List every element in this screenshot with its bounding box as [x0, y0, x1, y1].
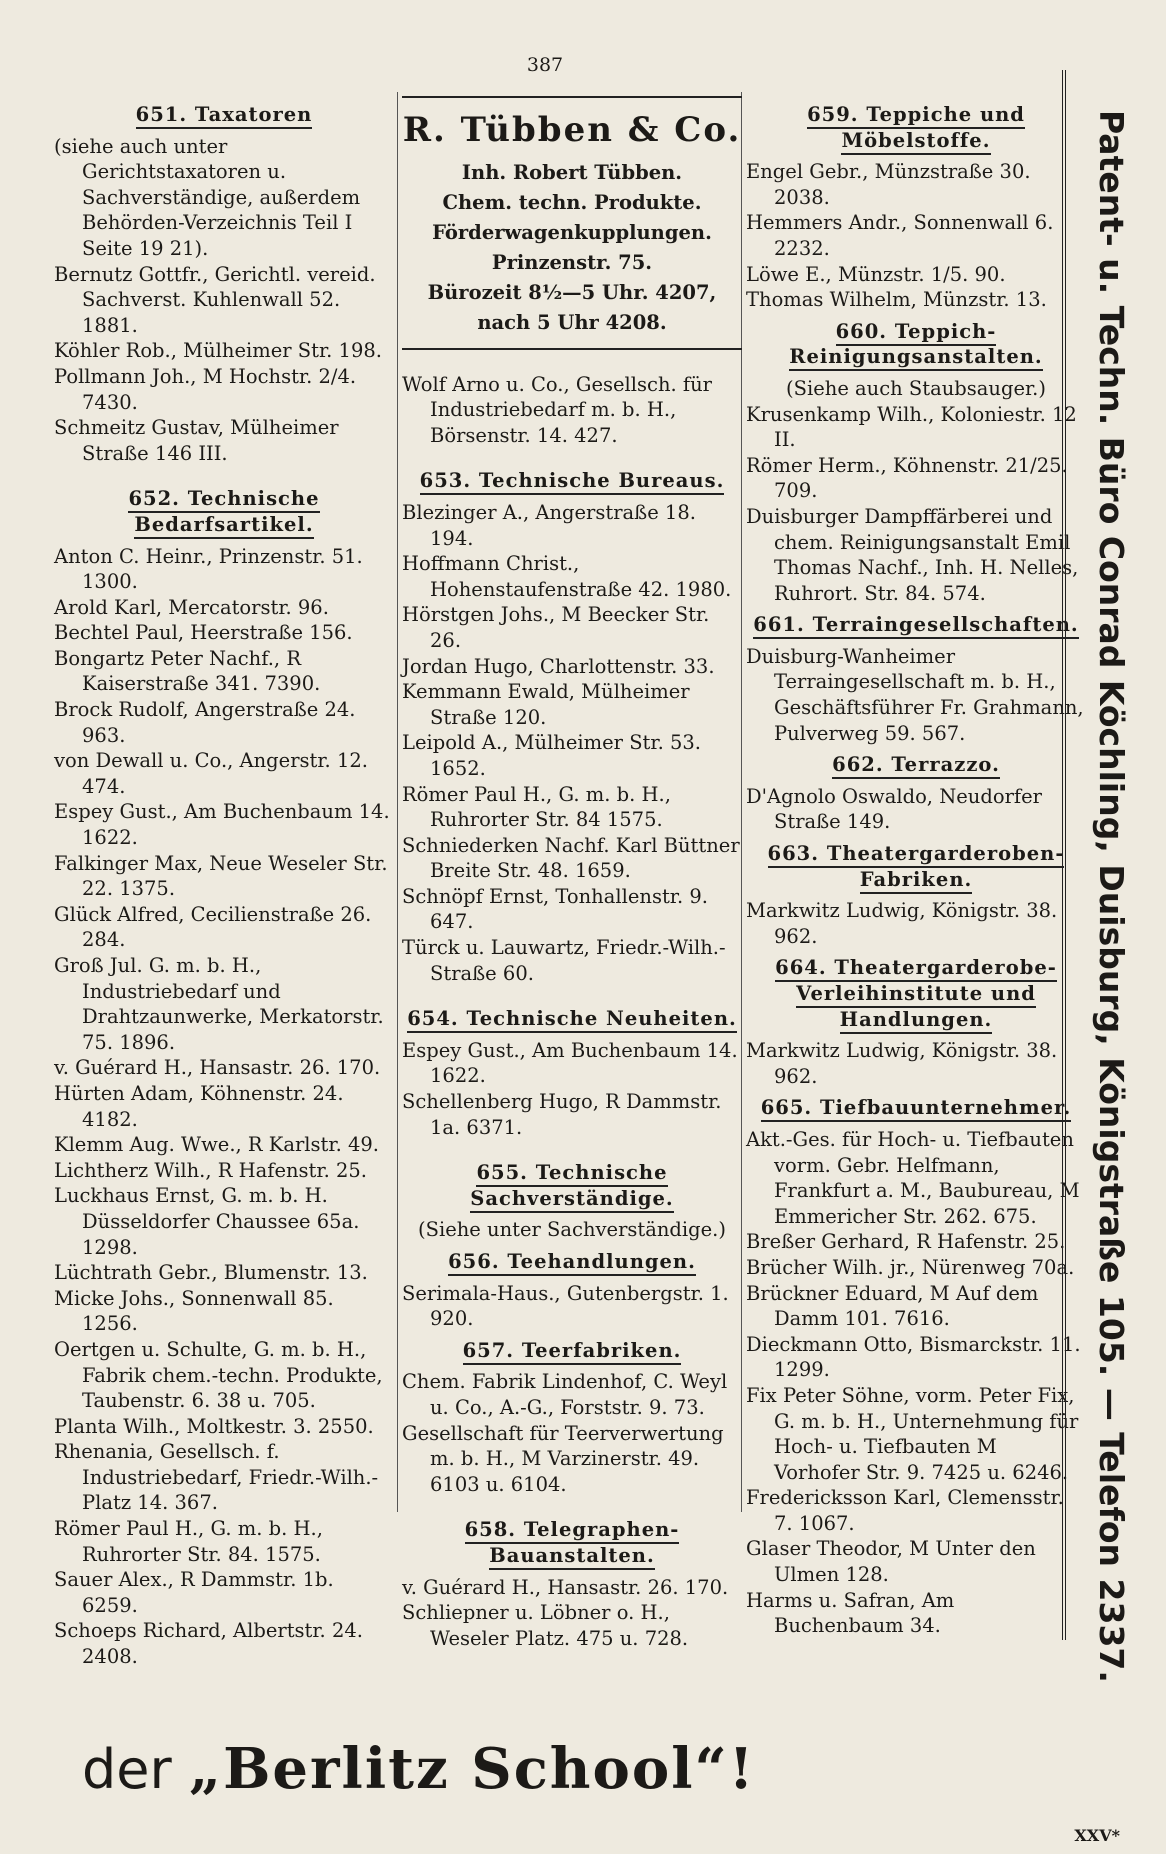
banner-name: Berlitz School: [223, 1736, 695, 1802]
list-item: Klemm Aug. Wwe., R Karlstr. 49.: [54, 1133, 379, 1157]
section-note: (Siehe unter Sachverständige.): [418, 1218, 726, 1242]
list-item: Arold Karl, Mercatorstr. 96.: [54, 595, 329, 619]
list-item: Engel Gebr., Münzstraße 30. 2038.: [746, 160, 1031, 209]
list-item: Schniederken Nachf. Karl Büttner Breite Str. 48. 1659.: [402, 833, 740, 883]
list-item: Brücher Wilh. jr., Nürenweg 70a.: [746, 1255, 1075, 1279]
list-item: Bongartz Peter Nachf., R Kaiserstraße 341. 7390.: [54, 646, 321, 696]
column-separator: [397, 92, 398, 1512]
list-item: Sauer Alex., R Dammstr. 1b. 6259.: [54, 1568, 334, 1617]
list-item: Löwe E., Münzstr. 1/5. 90.: [746, 262, 1006, 286]
entry-list-651: [54, 262, 394, 467]
entry-list-663: [746, 898, 1086, 949]
list-item: Schellenberg Hugo, R Dammstr. 1a. 6371.: [402, 1090, 722, 1139]
advertisement-tuebben: [402, 96, 742, 350]
column-3: [746, 96, 1086, 1639]
list-item: Römer Paul H., G. m. b. H., Ruhrorter Str. 84 1575.: [402, 782, 671, 832]
list-item: Hörstgen Johs., M Beecker Str. 26.: [402, 603, 710, 652]
entry-list-659: [746, 159, 1086, 313]
entry-list-656: [402, 1281, 742, 1332]
list-item: Glück Alfred, Cecilienstraße 26. 284.: [54, 902, 372, 952]
ad-line: nach 5 Uhr 4208.: [477, 310, 667, 334]
list-item: Markwitz Ludwig, Königstr. 38. 962.: [746, 1039, 1058, 1088]
section-note: (siehe auch unter Gerichtstaxatoren u. Sachverständige, außerdem Behörden-Verzeichnis Teil I Seite 19 21).: [54, 134, 361, 260]
entry-list-pre653: [402, 372, 742, 449]
entry-list-660: [746, 402, 1086, 607]
banner-prefix: der: [82, 1738, 172, 1801]
list-item: Thomas Wilhelm, Münzstr. 13.: [746, 288, 1047, 312]
list-item: Jordan Hugo, Charlottenstr. 33.: [402, 654, 715, 678]
list-item: Fix Peter Söhne, vorm. Peter Fix, G. m. b. H., Unternehmung für Hoch- u. Tiefbauten M Vorhofer Str. 9. 7425 u. 6246.: [746, 1383, 1079, 1484]
list-item: Espey Gust., Am Buchenbaum 14. 1622.: [402, 1038, 738, 1088]
column-2: [402, 96, 742, 1651]
list-item: Rhenania, Gesellsch. f. Industriebedarf, Friedr.-Wilh.-Platz 14. 367.: [54, 1440, 379, 1515]
list-item: Espey Gust., Am Buchenbaum 14. 1622.: [54, 800, 390, 850]
ad-line: Bürozeit 8½—5 Uhr. 4207,: [427, 280, 717, 304]
section-heading-665: 665. Tiefbauunternehmer.: [746, 1095, 1086, 1121]
entry-list-658: [402, 1575, 742, 1652]
list-item: Hemmers Andr., Sonnenwall 6. 2232.: [746, 211, 1054, 260]
list-item: Planta Wilh., Moltkestr. 3. 2550.: [54, 1414, 374, 1438]
list-item: Brock Rudolf, Angerstraße 24. 963.: [54, 698, 356, 747]
section-heading-656: 656. Teehandlungen.: [402, 1249, 742, 1275]
list-item: v. Guérard H., Hansastr. 26. 170.: [54, 1056, 381, 1080]
list-item: Falkinger Max, Neue Weseler Str. 22. 1375.: [54, 851, 388, 901]
list-item: Römer Herm., Köhnenstr. 21/25. 709.: [746, 453, 1068, 503]
side-ad-text: Patent- u. Techn. Büro Conrad Köchling, Duisburg, Königstraße 105. — Telefon 2337.: [1092, 110, 1131, 1683]
list-item: Glaser Theodor, M Unter den Ulmen 128.: [746, 1537, 1036, 1587]
list-item: Markwitz Ludwig, Königstr. 38. 962.: [746, 899, 1058, 948]
list-item: D'Agnolo Oswaldo, Neudorfer Straße 149.: [746, 784, 1042, 834]
section-heading-655: 655. Technische Sachverständige.: [402, 1160, 742, 1211]
entry-list-654: [402, 1038, 742, 1140]
list-item: Akt.-Ges. für Hoch- u. Tiefbauten vorm. Gebr. Helfmann, Frankfurt a. M., Baubureau, M Emmericher Str. 262. 675.: [746, 1127, 1080, 1228]
entry-list-657: [402, 1369, 742, 1497]
banner-quote-close: “!: [694, 1736, 756, 1802]
entry-list-662: [746, 784, 1086, 835]
list-item: Groß Jul. G. m. b. H., Industriebedarf und Drahtzaunwerke, Merkatorstr. 75. 1896.: [54, 954, 384, 1054]
column-1: [54, 96, 394, 1670]
list-item: Hürten Adam, Köhnenstr. 24. 4182.: [54, 1081, 344, 1131]
list-item: Chem. Fabrik Lindenhof, C. Weyl u. Co., A.-G., Forststr. 9. 73.: [402, 1370, 728, 1419]
list-item: Lichtherz Wilh., R Hafenstr. 25.: [54, 1158, 367, 1182]
list-item: Dieckmann Otto, Bismarckstr. 11. 1299.: [746, 1332, 1081, 1382]
section-heading-658: 658. Telegraphen-Bauanstalten.: [402, 1517, 742, 1568]
section-heading-651: 651. Taxatoren: [54, 102, 394, 128]
list-item: v. Guérard H., Hansastr. 26. 170.: [402, 1575, 729, 1599]
section-note: (Siehe auch Staubsauger.): [786, 376, 1046, 400]
list-item: Römer Paul H., G. m. b. H., Ruhrorter Str. 84. 1575.: [54, 1517, 323, 1566]
page-number: 387: [526, 54, 564, 76]
list-item: Serimala-Haus., Gutenbergstr. 1. 920.: [402, 1281, 729, 1331]
banner-quote-open: „: [188, 1736, 224, 1802]
list-item: Oertgen u. Schulte, G. m. b. H., Fabrik chem.-techn. Produkte, Taubenstr. 6. 38 u. 705.: [54, 1337, 383, 1413]
section-heading-659: 659. Teppiche und Möbelstoffe.: [746, 102, 1086, 153]
list-item: Gesellschaft für Teerverwertung m. b. H., M Varzinerstr. 49. 6103 u. 6104.: [402, 1421, 724, 1496]
list-item: Micke Johs., Sonnenwall 85. 1256.: [54, 1286, 334, 1336]
list-item: Pollmann Joh., M Hochstr. 2/4. 7430.: [54, 364, 357, 414]
list-item: Bechtel Paul, Heerstraße 156.: [54, 621, 353, 645]
side-advertisement: [1062, 70, 1144, 1683]
entry-list-652: [54, 544, 394, 1670]
list-item: Schnöpf Ernst, Tonhallenstr. 9. 647.: [402, 884, 708, 934]
bottom-advertisement: [82, 1736, 755, 1802]
list-item: Türck u. Lauwartz, Friedr.-Wilh.-Straße 60.: [402, 936, 726, 985]
list-item: Brückner Eduard, M Auf dem Damm 101. 7616.: [746, 1281, 1039, 1331]
ad-line: Prinzenstr. 75.: [491, 250, 653, 274]
list-item: von Dewall u. Co., Angerstr. 12. 474.: [54, 749, 368, 798]
list-item: Blezinger A., Angerstraße 18. 194.: [402, 500, 696, 550]
list-item: Bernutz Gottfr., Gerichtl. vereid. Sachverst. Kuhlenwall 52. 1881.: [54, 262, 376, 337]
section-heading-662: 662. Terrazzo.: [746, 752, 1086, 778]
list-item: Wolf Arno u. Co., Gesellsch. für Industriebedarf m. b. H., Börsenstr. 14. 427.: [402, 372, 713, 447]
list-item: Duisburger Dampffärberei und chem. Reinigungsanstalt Emil Thomas Nachf., Inh. H. Nelles, Ruhrort. Str. 84. 574.: [746, 504, 1079, 605]
section-heading-660: 660. Teppich-Reinigungsanstalten.: [746, 319, 1086, 370]
section-heading-654: 654. Technische Neuheiten.: [402, 1006, 742, 1032]
entry-list-653: [402, 500, 742, 986]
section-heading-663: 663. Theatergarderoben-Fabriken.: [746, 841, 1086, 892]
list-item: Duisburg-Wanheimer Terraingesellschaft m. b. H., Geschäftsführer Fr. Grahmann, Pulverweg 59. 567.: [746, 644, 1084, 745]
list-item: Leipold A., Mülheimer Str. 53. 1652.: [402, 731, 701, 780]
list-item: Harms u. Safran, Am Buchenbaum 34.: [746, 1588, 955, 1638]
list-item: Schliepner u. Löbner o. H., Weseler Platz. 475 u. 728.: [402, 1601, 689, 1650]
section-heading-664: 664. Theatergarderobe-Verleihinstitute und Handlungen.: [746, 955, 1086, 1032]
entry-list-665: [746, 1127, 1086, 1639]
sheet-mark: XXV*: [1074, 1826, 1120, 1845]
list-item: Breßer Gerhard, R Hafenstr. 25.: [746, 1230, 1066, 1254]
ad-line: Inh. Robert Tübben.: [461, 160, 683, 184]
ad-line: Chem. techn. Produkte. Förderwagenkupplungen.: [432, 190, 712, 244]
section-heading-653: 653. Technische Bureaus.: [402, 468, 742, 494]
list-item: Anton C. Heinr., Prinzenstr. 51. 1300.: [54, 544, 363, 594]
section-heading-657: 657. Teerfabriken.: [402, 1338, 742, 1364]
section-heading-652: 652. Technische Bedarfsartikel.: [54, 486, 394, 537]
list-item: Luckhaus Ernst, G. m. b. H. Düsseldorfer Chaussee 65a. 1298.: [54, 1184, 360, 1259]
list-item: Köhler Rob., Mülheimer Str. 198.: [54, 339, 382, 363]
entry-list-664: [746, 1038, 1086, 1089]
list-item: Lüchtrath Gebr., Blumenstr. 13.: [54, 1261, 368, 1285]
list-item: Schoeps Richard, Albertstr. 24. 2408.: [54, 1619, 363, 1669]
entry-list-661: [746, 644, 1086, 746]
ad-title: R. Tübben & Co.: [402, 110, 742, 150]
section-heading-661: 661. Terraingesellschaften.: [746, 612, 1086, 638]
list-item: Hoffmann Christ., Hohenstaufenstraße 42. 1980.: [402, 552, 732, 601]
list-item: Krusenkamp Wilh., Koloniestr. 12 II.: [746, 402, 1077, 452]
list-item: Schmeitz Gustav, Mülheimer Straße 146 III.: [54, 416, 339, 465]
list-item: Kemmann Ewald, Mülheimer Straße 120.: [402, 680, 690, 729]
list-item: Fredericksson Karl, Clemensstr. 7. 1067.: [746, 1486, 1064, 1535]
